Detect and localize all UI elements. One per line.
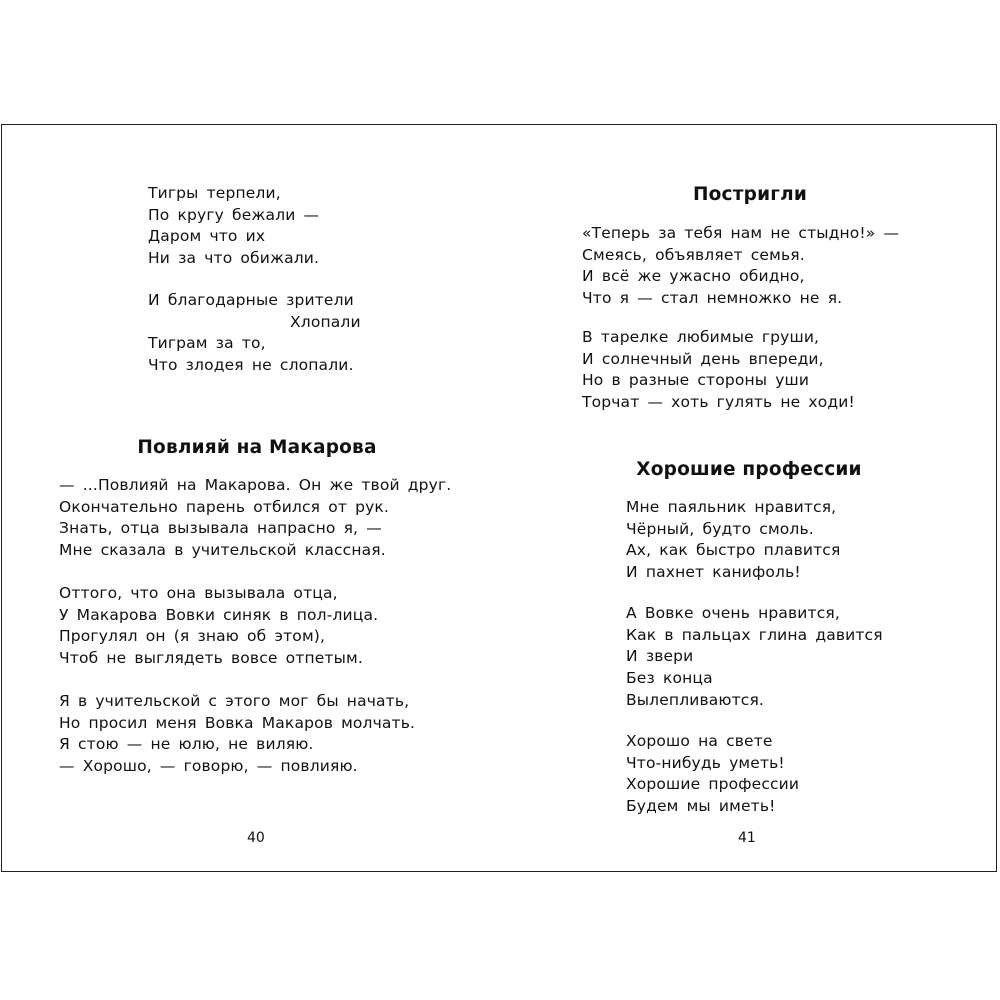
right-page	[500, 125, 998, 871]
poem-line: Мне сказала в учительской классная.	[59, 541, 386, 560]
professions-stanza-2	[626, 603, 883, 712]
left-page	[2, 125, 500, 871]
poem-line: Что злодея не слопали.	[148, 356, 354, 375]
poem-line: Чёрный, будто смоль.	[626, 519, 814, 538]
poem-line: У Макарова Вовки синяк в пол-лица.	[59, 605, 379, 624]
poem-line: Что я — стал немножко не я.	[582, 289, 843, 308]
makarov-stanza-3	[59, 691, 415, 778]
poem-line: А Вовке очень нравится,	[626, 604, 840, 622]
poem-line: И звери	[626, 647, 694, 666]
postrigli-stanza-1	[582, 223, 899, 310]
poem-line: Но просил меня Вовка Макаров молчать.	[59, 713, 416, 732]
professions-stanza-1	[626, 497, 840, 584]
poem-line: И всё же ужасно обидно,	[582, 267, 805, 286]
postrigli-stanza-2	[582, 327, 855, 414]
poem-line: Без конца	[626, 669, 713, 688]
poem-title-postrigli: Постригли	[692, 184, 808, 205]
poem-line: И благодарные зрители	[148, 291, 354, 309]
page-number-right: 41	[738, 830, 756, 846]
poem-line: Тигры терпели,	[148, 184, 281, 202]
makarov-stanza-1	[59, 475, 451, 562]
poem-line: Вылепливаются.	[626, 690, 765, 709]
poem-line: Но в разные стороны уши	[582, 371, 810, 390]
poem-line: И пахнет канифоль!	[626, 563, 801, 582]
poem-title-professions: Хорошие профессии	[636, 459, 862, 480]
poem-line: Знать, отца вызывала напрасно я, —	[59, 519, 382, 538]
poem-line: Будем мы иметь!	[626, 797, 776, 816]
makarov-stanza-2	[59, 583, 378, 670]
poem-line: Ах, как быстро плавится	[626, 541, 841, 560]
poem-line: «Теперь за тебя нам не стыдно!» —	[582, 224, 900, 242]
poem-line: Мне паяльник нравится,	[626, 498, 837, 516]
poem-line: — ...Повлияй на Макарова. Он же твой друг.	[59, 476, 452, 494]
poem-line: Хорошо на свете	[626, 732, 773, 750]
poem-line: Я стою — не юлю, не виляю.	[59, 735, 314, 754]
poem-line: Тиграм за то,	[148, 334, 266, 353]
poem-line: Я в учительской с этого мог бы начать,	[59, 692, 410, 710]
poem-line: Окончательно парень отбился от рук.	[59, 497, 390, 516]
tigers-poem-stanza-2	[148, 290, 361, 377]
poem-line: — Хорошо, — говорю, — повлияю.	[59, 757, 358, 776]
poem-line: Как в пальцах глина давится	[626, 625, 883, 644]
poem-line: Прогулял он (я знаю об этом),	[59, 627, 326, 646]
professions-stanza-3	[626, 731, 799, 818]
book-spread	[1, 124, 997, 872]
poem-line: По кругу бежали —	[148, 205, 320, 224]
poem-line: Что-нибудь уметь!	[626, 753, 785, 772]
poem-line: Даром что их	[148, 227, 266, 246]
poem-line: Смеясь, объявляет семья.	[582, 245, 805, 264]
poem-line: В тарелке любимые груши,	[582, 328, 820, 346]
poem-line: Ни за что обижали.	[148, 249, 320, 268]
poem-line: Торчат — хоть гулять не ходи!	[582, 393, 855, 412]
tigers-poem-stanza-1	[148, 183, 319, 270]
poem-line: Оттого, что она вызывала отца,	[59, 584, 338, 602]
poem-line: Чтоб не выглядеть вовсе отпетым.	[59, 649, 363, 668]
poem-title-makarov: Повлияй на Макарова	[137, 437, 377, 458]
poem-line: Хлопали	[290, 312, 361, 331]
page-number-left: 40	[247, 830, 265, 846]
poem-line: Хорошие профессии	[626, 775, 800, 794]
poem-line: И солнечный день впереди,	[582, 349, 824, 368]
